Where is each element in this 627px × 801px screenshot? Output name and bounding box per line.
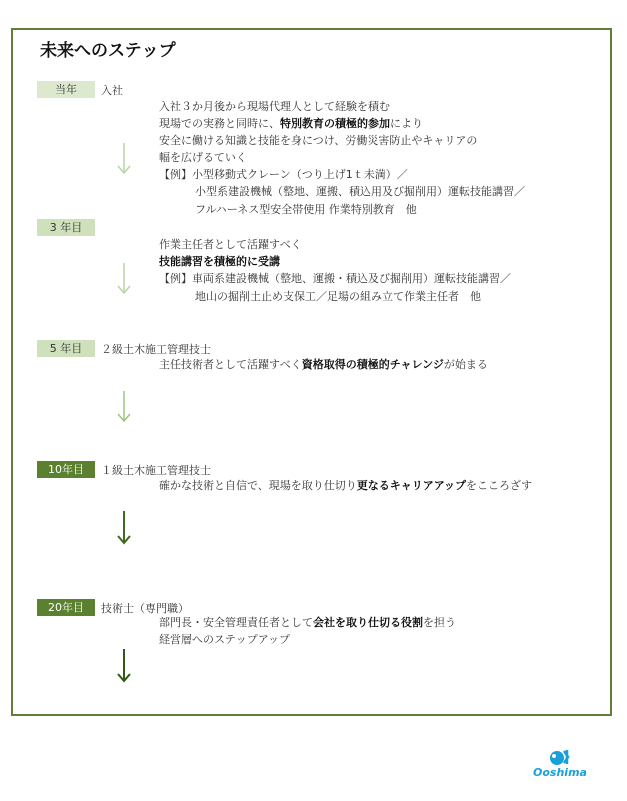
down-arrow-icon (116, 390, 132, 424)
milestone-4: 技術士（専門職） (101, 602, 189, 615)
badge-year-3: 10年目 (37, 461, 95, 478)
badge-year-2: 5 年目 (37, 340, 95, 357)
badge-year-0: 当年 (37, 81, 95, 98)
step-0-line-3: 幅を広げるていく (159, 151, 247, 164)
step-1-line-3: 地山の掘削土止め支保工／足場の組み立て作業主任者 他 (195, 290, 481, 303)
down-arrow-icon (116, 510, 132, 546)
step-4-line-0: 部門長・安全管理責任者として会社を取り仕切る役割を担う (159, 616, 456, 629)
step-4-line-1: 経営層へのステップアップ (159, 633, 291, 646)
down-arrow-icon (116, 648, 132, 684)
company-logo-text: Ooshima (533, 766, 587, 779)
milestone-0: 入社 (101, 84, 123, 97)
milestone-3: １級土木施工管理技士 (101, 464, 211, 477)
down-arrow-icon (116, 142, 132, 176)
milestone-2: ２級土木施工管理技士 (101, 343, 211, 356)
step-2-line-0: 主任技術者として活躍すべく資格取得の積極的チャレンジが始まる (159, 358, 488, 371)
step-0-line-5: 小型系建設機械（整地、運搬、積込用及び掘削用）運転技能講習／ (195, 185, 525, 198)
step-0-line-1: 現場での実務と同時に、特別教育の積極的参加により (159, 117, 423, 130)
badge-year-4: 20年目 (37, 599, 95, 616)
step-0-line-0: 入社３か月後から現場代理人として経験を積む (159, 100, 390, 113)
badge-year-1: 3 年目 (37, 219, 95, 236)
down-arrow-icon (116, 262, 132, 296)
step-1-line-0: 作業主任者として活躍すべく (159, 238, 302, 251)
step-1-line-2: 【例】車両系建設機械（整地、運搬・積込及び掘削用）運転技能講習／ (159, 272, 511, 285)
step-0-line-4: 【例】小型移動式クレーン（つり上げ1ｔ未満）／ (159, 168, 408, 181)
step-0-line-6: フルハーネス型安全帯使用 作業特別教育 他 (195, 203, 417, 216)
page-title: 未来へのステップ (40, 41, 176, 61)
step-0-line-2: 安全に働ける知識と技能を身につけ、労働災害防止やキャリアの (159, 134, 478, 147)
step-3-line-0: 確かな技術と自信で、現場を取り仕切り更なるキャリアアップをこころざす (159, 479, 533, 492)
step-1-line-1: 技能講習を積極的に受講 (159, 255, 280, 268)
